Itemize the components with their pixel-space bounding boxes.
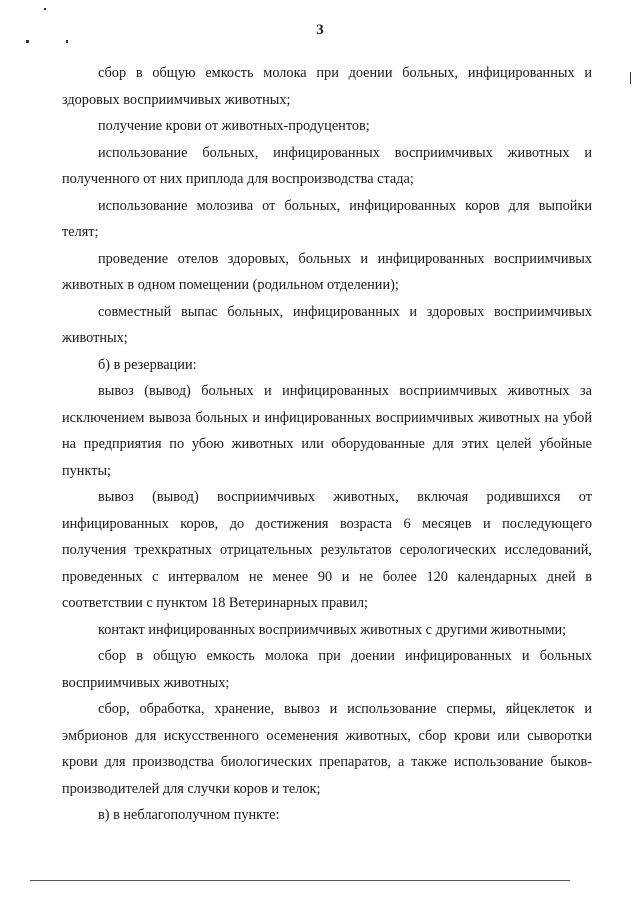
scan-speck	[44, 8, 46, 10]
scan-speck	[66, 40, 68, 43]
document-body	[62, 60, 592, 829]
section-heading: б) в резервации:	[98, 356, 197, 373]
section-heading: в) в неблагополучном пункте:	[98, 807, 280, 823]
scan-speck	[26, 40, 29, 43]
paragraph: вывоз (вывод) восприимчивых животных, включая родившихся от инфицированных коров, до достижения возраста 6 месяцев и последующего получения трехкратных отрицательных результатов серологических исследований, проведенных с интервалом не менее 90 и не более 120 календарных дней в соответствии с пунктом 18 Ветеринарных правил;	[62, 489, 592, 611]
paragraph: получение крови от животных-продуцентов;	[98, 118, 370, 134]
paragraph: сбор в общую емкость молока при доении больных, инфицированных и здоровых восприимчивых животных;	[62, 65, 592, 108]
scan-bottom-line	[30, 880, 570, 881]
paragraph: сбор в общую емкость молока при доении инфицированных и больных восприимчивых животных;	[62, 648, 592, 691]
paragraph: контакт инфицированных восприимчивых животных с другими животными;	[98, 621, 567, 638]
scan-speck	[630, 72, 631, 84]
page-number: 3	[316, 22, 324, 38]
paragraph: использование молозива от больных, инфицированных коров для выпойки телят;	[62, 197, 592, 240]
paragraph: проведение отелов здоровых, больных и инфицированных восприимчивых животных в одном помещении (родильном отделении);	[62, 250, 592, 293]
paragraph: использование больных, инфицированных восприимчивых животных и полученного от них приплода для воспроизводства стада;	[62, 144, 592, 187]
paragraph: совместный выпас больных, инфицированных и здоровых восприимчивых животных;	[62, 303, 592, 346]
paragraph: сбор, обработка, хранение, вывоз и использование спермы, яйцеклеток и эмбрионов для искусственного осеменения животных, сбор крови или сыворотки крови для производства биологических препаратов, а также использование быков-производителей для случки коров и телок;	[62, 701, 592, 797]
paragraph: вывоз (вывод) больных и инфицированных восприимчивых животных за исключением вывоза больных и инфицированных восприимчивых животных на убой на предприятия по убою животных или оборудованные для этих целей убойные пункты;	[62, 383, 592, 479]
